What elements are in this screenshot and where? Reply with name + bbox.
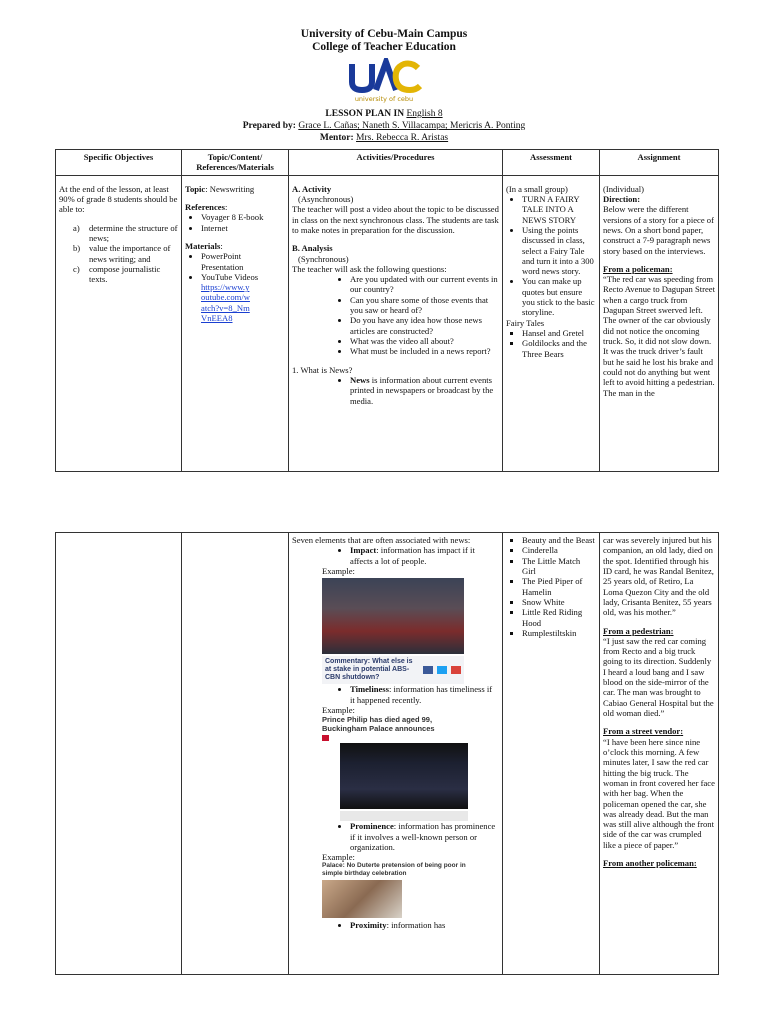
- fairy-tales-list-continued: [506, 535, 596, 638]
- timeliness-item: [292, 684, 499, 705]
- another-policeman-label: From another policeman:: [603, 858, 697, 869]
- photo-prince-philip: [340, 743, 468, 809]
- analysis-intro: The teacher will ask the following questions:: [292, 263, 447, 274]
- direction-label: Direction:: [603, 193, 641, 204]
- activities-cell: [289, 175, 503, 471]
- impact-item: [292, 545, 499, 566]
- assessment-cell: [503, 175, 600, 471]
- list-item: • Are you updated with our current events in our country?: [350, 274, 499, 295]
- list-item: • Impact: information has impact if it affects a lot of people.: [350, 545, 499, 566]
- impact-caption: Commentary: What else is at stake in potential ABS-CBN shutdown?: [325, 658, 413, 682]
- elements-intro: Seven elements that are often associated with news:: [292, 535, 471, 545]
- references-list: [185, 212, 285, 233]
- list-item: ▪ Rumplestiltskin: [522, 628, 596, 638]
- lesson-plan-table-page1: [55, 149, 719, 472]
- analysis-mode: (Synchronous): [298, 253, 349, 264]
- list-item: • Voyager 8 E-book: [201, 212, 285, 222]
- twitter-icon: [437, 666, 447, 674]
- list-item: ▪ The Little Match Girl: [522, 556, 596, 577]
- fairy-tales-list: [506, 328, 596, 359]
- list-item: ▪ Little Red Riding Hood: [522, 607, 596, 628]
- list-item: • Prominence: information has prominence if it involves a well-known person or organization.: [350, 821, 499, 852]
- pedestrian-label: From a pedestrian:: [603, 625, 674, 636]
- university-logo: [342, 58, 426, 102]
- proximity-item: [292, 920, 499, 930]
- mentor: Mentor: Mrs. Rebecca R. Aristas: [319, 133, 449, 143]
- list-item: ▪ Cinderella: [522, 545, 596, 555]
- list-item: • YouTube Videos https://www.youtube.com/watch?v=8_NmVnEEA8: [201, 272, 285, 324]
- list-item: ▪ Hansel and Gretel: [522, 328, 596, 338]
- activity-title: A. Activity: [292, 183, 332, 194]
- list-item: b) value the importance of news writing; and: [73, 243, 171, 264]
- topic-line: Topic: Newswriting: [185, 183, 255, 194]
- college-name: College of Teacher Education: [312, 41, 456, 53]
- list-item: ▪ Beauty and the Beast: [522, 535, 596, 545]
- pedestrian-text: “I just saw the red car coming from Recto and a big truck going to its direction. Suddenly I heard a loud bang and I saw blood on the side-mirror of the car. The man was brought to Cabiao General Hospital but the old woman died.”: [603, 635, 714, 718]
- list-item: • What was the video all about?: [350, 336, 499, 346]
- table-row: [56, 175, 719, 471]
- plan-title: [0, 108, 768, 120]
- list-item: ▪ The Pied Piper of Hamelin: [522, 576, 596, 597]
- header-topic: Topic/Content/ References/Materials: [182, 150, 289, 176]
- list-item: • Timeliness: information has timeliness if it happened recently.: [350, 684, 499, 705]
- prominence-item: [292, 821, 499, 852]
- list-item: • Proximity: information has: [350, 920, 499, 930]
- example-label: Example:: [322, 704, 355, 715]
- photo-birthday: [322, 880, 402, 918]
- assignment-cell: [600, 175, 719, 471]
- objectives-intro: At the end of the lesson, at least 90% of grade 8 students should be able to:: [59, 183, 178, 215]
- list-item: ▪ Goldilocks and the Three Bears: [522, 338, 596, 359]
- vendor-label: From a street vendor:: [603, 726, 684, 737]
- youtube-link[interactable]: https://www.youtube.com/watch?v=8_NmVnEEA8: [201, 282, 250, 324]
- prepared-names: Grace L. Cañas; Naneth S. Villacampa; Mericris A. Ponting: [298, 121, 526, 131]
- header-activities: Activities/Procedures: [289, 150, 503, 176]
- example-label: Example:: [322, 565, 355, 576]
- photo-protest: [322, 578, 464, 654]
- prominence-example-image: [322, 862, 472, 918]
- activity-mode: (Asynchronous): [298, 193, 354, 204]
- uc-logo-mark: [342, 58, 426, 94]
- timeliness-example-image: [322, 715, 472, 821]
- plan-label: LESSON PLAN IN: [325, 109, 405, 119]
- plan-subject: English 8: [406, 109, 443, 119]
- objectives-cell: [56, 175, 182, 471]
- analysis-title: B. Analysis: [292, 243, 333, 254]
- activities-cell-continued: [289, 533, 503, 975]
- list-item: • What must be included in a news report?: [350, 346, 499, 356]
- impact-example-image: [322, 578, 464, 684]
- vendor-text: “I have been here since nine o’clock this morning. A few minutes later, I saw the red car hitting the big truck. The woman in front covered her face with her bag. When the policeman opened the car, she was already dead. But the man was still alive although the front side of the car was crumpled like a piece of paper.”: [603, 736, 715, 850]
- header-assignment: Assignment: [600, 150, 719, 176]
- questions-list: [292, 274, 499, 357]
- logo-text: university of cebu: [354, 95, 414, 104]
- share-icon: [451, 666, 461, 674]
- activity-text: The teacher will post a video about the topic to be discussed in class on the next synchronous class. The students are task to make notes in preparation for the discussion.: [292, 204, 499, 235]
- direction-text: Below were the different versions of a story for a piece of news. On a short bond paper, construct a 7-9 paragraph news story based on the interviews.: [603, 204, 714, 256]
- list-item: • Using the points discussed in class, select a Fairy Tale and turn it into a 300 word news story.: [522, 225, 596, 277]
- news-badge-icon: [322, 735, 329, 741]
- document-header: [0, 28, 768, 144]
- university-name: University of Cebu-Main Campus: [300, 28, 468, 40]
- assignment-intro: (Individual): [603, 183, 645, 194]
- assessment-intro: (In a small group): [506, 183, 568, 194]
- prepared-label: Prepared by: [242, 121, 293, 131]
- news-definition-list: [292, 375, 499, 406]
- mentor-name: Mrs. Rebecca R. Aristas: [356, 133, 449, 143]
- objectives-cell-continued: [56, 533, 182, 975]
- lesson-plan-table-page2: [55, 532, 719, 975]
- list-item: c) compose journalistic texts.: [73, 263, 161, 285]
- materials-label: Materials:: [185, 240, 223, 251]
- table-row: [56, 533, 719, 975]
- timeliness-caption: Prince Philip has died aged 99, Buckingham Palace announces: [322, 715, 435, 734]
- list-item: • PowerPoint Presentation: [201, 251, 285, 272]
- materials-list: [185, 251, 285, 323]
- assessment-tasks: [506, 194, 596, 318]
- topic-cell-continued: [182, 533, 289, 975]
- header-assessment: Assessment: [503, 150, 600, 176]
- example-label: Example:: [322, 852, 355, 863]
- header-objectives: Specific Objectives: [56, 150, 182, 176]
- fairy-tales-label: Fairy Tales: [506, 317, 545, 328]
- assessment-cell-continued: [503, 533, 600, 975]
- list-item: • TURN A FAIRY TALE INTO A NEWS STORY: [522, 194, 596, 225]
- prominence-caption: Palace: No Duterte pretension of being poor in simple birthday celebration: [322, 862, 466, 878]
- question-what-is-news: 1. What is News?: [292, 364, 353, 375]
- policeman-text-part1: “The red car was speeding from Recto Avenue to Dagupan Street when a cargo truck from Dagupan Street swerved left. The owner of the car obviously did not notice the oncoming truck. So, it did not slow down. It was the truck driver’s fault but he said he lost his brake and could not do anything but went left to avoid hitting a pedestrian. The man in the: [603, 274, 716, 398]
- references-label: References:: [185, 201, 228, 212]
- list-item: • Internet: [201, 223, 285, 233]
- list-item: • You can make up quotes but ensure you stick to the basic storyline.: [522, 276, 596, 317]
- policeman-label: From a policeman:: [603, 263, 673, 274]
- list-item: • Can you share some of those events that you saw or heard of?: [350, 295, 499, 316]
- list-item: a) determine the structure of news;: [73, 222, 178, 243]
- list-item: • Do you have any idea how those news articles are constructed?: [350, 315, 499, 336]
- topic-cell: [182, 175, 289, 471]
- assignment-cell-continued: [600, 533, 719, 975]
- facebook-icon: [423, 666, 433, 674]
- objectives-list: [59, 223, 178, 285]
- list-item: • News is information about current events printed in newspapers or broadcast by the media.: [350, 375, 499, 406]
- table-header-row: [56, 150, 719, 176]
- policeman-text-part2: car was severely injured but his companion, an old lady, died on the spot. Identified through his ID card, he was Randal Benitez, 25 years old, of Retiro, La Loma Quezon City and the old lady, Crisanta Benitez, 55 years old, was his mother.”: [603, 535, 714, 618]
- list-item: ▪ Snow White: [522, 597, 596, 607]
- prepared-by: Prepared by: Grace L. Cañas; Naneth S. Villacampa; Mericris A. Ponting: [242, 121, 526, 131]
- mentor-label: Mentor: [319, 133, 351, 143]
